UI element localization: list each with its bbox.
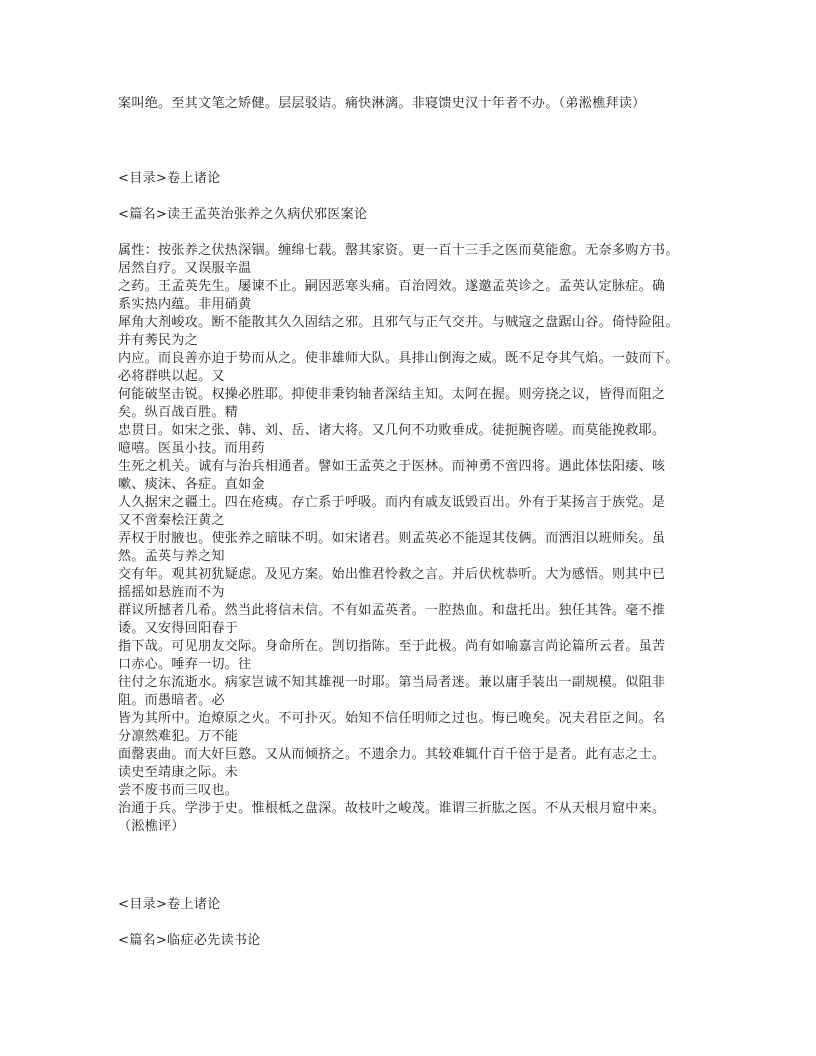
body-line: 读史至靖康之际。未 <box>118 765 239 780</box>
body-line: 往付之东流逝水。病家岂诚不知其雄视一时耶。第当局者迷。兼以庸手装出一副规模。似阻非 <box>118 675 666 690</box>
body-line: 何能破坚击锐。权操必胜耶。抑使非秉钧轴者深结主知。太阿在握。则旁挠之议，皆得而阻之 <box>118 387 666 402</box>
body-line: 交有年。观其初犹疑虑。及见方案。始出惟君怜救之言。并后伏枕恭听。大为感悟。则其中已 <box>118 567 666 582</box>
body-line: 摇摇如悬旌而不为 <box>118 585 225 600</box>
body-line: 指下哉。可见朋友交际。身命所在。剀切指陈。至于此极。尚有如喻嘉言尚论篇所云者。虽苦 <box>118 639 666 654</box>
body-line: 人久据宋之疆土。四在疮痍。存亡系于呼吸。而内有戚友诋毁百出。外有于某扬言于族党。是 <box>118 495 666 510</box>
body-line: 面罄衷曲。而大奸巨憝。又从而倾挤之。不遗余力。其较难辄什百千倍于是者。此有志之士。 <box>118 747 666 762</box>
body-line: 然。孟英与养之知 <box>118 549 225 564</box>
body-line: 居然自疗。又误服辛温 <box>118 261 252 276</box>
body-line: 内应。而良善亦迫于势而从之。使非雄师大队。具排山倒海之威。既不足夺其气焰。一鼓而下。 <box>118 351 679 366</box>
section-title-heading: <篇名>临症必先读书论 <box>118 933 261 948</box>
body-line: 分凛然难犯。万不能 <box>118 729 239 744</box>
body-line: 阻。而愚暗者。必 <box>118 693 225 708</box>
body-line: 皆为其所中。迨燎原之火。不可扑灭。始知不信任明师之过也。悔已晚矣。况夫君臣之间。名 <box>118 711 666 726</box>
body-line: 又不啻秦桧汪黄之 <box>118 513 225 528</box>
body-line: 诿。又安得回阳春于 <box>118 621 239 636</box>
section-toc-heading: <目录>卷上诸论 <box>118 897 221 912</box>
body-line: 系实热内蕴。非用硝黄 <box>118 297 252 312</box>
body-line: 忠贯日。如宋之张、韩、刘、岳、诸大将。又几何不功败垂成。徒扼腕咨嗟。而莫能挽救耶。 <box>118 423 666 438</box>
body-line: 尝不废书而三叹也。 <box>118 783 239 798</box>
body-line: 并有莠民为之 <box>118 333 199 348</box>
body-line: 噫嘻。医虽小技。而用药 <box>118 441 265 456</box>
intro-tail-text: 案叫绝。至其文笔之矫健。层层驳诘。痛快淋漓。非寝馈史汉十年者不办。（弟淞樵拜读） <box>118 96 646 111</box>
section-title-heading: <篇名>读王孟英治张养之久病伏邪医案论 <box>118 207 368 222</box>
body-line: 弄权于肘腋也。使张养之暗昧不明。如宋诸君。则孟英必不能逞其伎俩。而洒泪以班师矣。虽 <box>118 531 666 546</box>
body-line: 犀角大剂峻攻。断不能散其久久固结之邪。且邪气与正气交并。与贼寇之盘踞山谷。倚恃险阻。 <box>118 315 679 330</box>
body-line: 属性：按张养之伏热深锢。缠绵七载。罄其家资。更一百十三手之医而莫能愈。无奈多购方书。 <box>118 243 679 258</box>
section-toc-heading: <目录>卷上诸论 <box>118 171 221 186</box>
body-line: 群议所撼者几希。然当此将信未信。不有如孟英者。一腔热血。和盘托出。独任其咎。毫不推 <box>118 603 666 618</box>
body-line: 矣。纵百战百胜。精 <box>118 405 239 420</box>
body-line: （淞樵评） <box>118 819 185 834</box>
body-line: 嗽、痰沫、各症。直如金 <box>118 477 265 492</box>
body-line: 之药。王孟英先生。屡谏不止。嗣因恶寒头痛。百治罔效。遂邀孟英诊之。孟英认定脉症。确 <box>118 279 666 294</box>
body-line: 口赤心。唾弃一切。往 <box>118 657 252 672</box>
body-line: 治通于兵。学涉于史。惟根柢之盘深。故枝叶之峻茂。谁谓三折肱之医。不从天根月窟中来。 <box>118 801 666 816</box>
body-line: 必将群哄以起。又 <box>118 369 225 384</box>
body-line: 生死之机关。诚有与治兵相通者。譬如王孟英之于医林。而神勇不啻四将。遇此体怯阳痿、咳 <box>118 459 666 474</box>
